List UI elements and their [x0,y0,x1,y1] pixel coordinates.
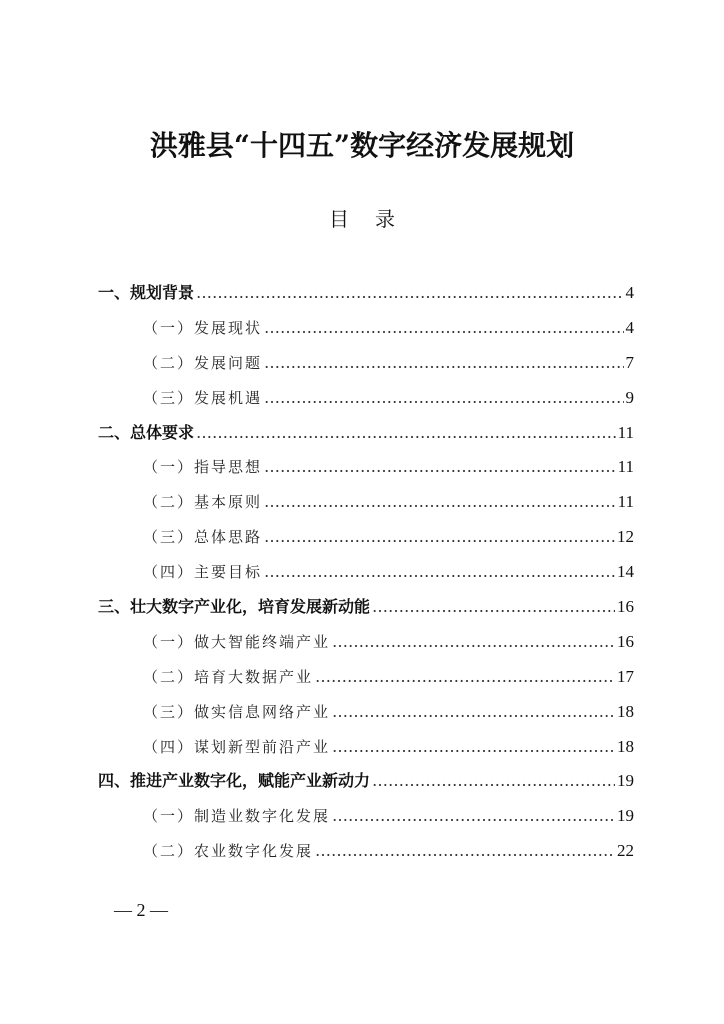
toc-dot-leader [264,520,615,555]
toc-entry-label: （一）指导思想 [143,458,263,477]
toc-dot-leader [332,695,615,730]
toc-dot-leader [264,381,623,416]
page-number: — 2 — [114,900,168,920]
toc-dot-leader [264,485,616,520]
toc-dot-leader [332,799,615,834]
toc-dot-leader [196,416,616,451]
toc-subsection-entry[interactable] [98,625,634,660]
toc-subsection-entry[interactable] [98,555,634,590]
toc-entry-page: 14 [617,562,634,582]
toc-heading-left: 目 [329,207,349,231]
toc-subsection-entry[interactable] [98,730,634,765]
toc-entry-page: 18 [617,736,634,756]
toc-subsection-entry[interactable] [98,799,634,834]
toc-entry-page: 11 [617,492,634,512]
toc-entry-label: （三）做实信息网络产业 [143,702,331,721]
toc-heading [0,205,724,233]
document-title: 洪雅县“十四五”数字经济发展规划 [149,129,575,162]
toc-entry-page: 22 [617,841,634,861]
toc-subsection-entry[interactable] [98,346,634,381]
toc-subsection-entry[interactable] [98,834,634,869]
toc-section-entry[interactable] [98,590,634,625]
toc-section-entry[interactable] [98,416,634,451]
toc-subsection-entry[interactable] [98,381,634,416]
toc-section-entry[interactable] [98,276,634,311]
toc-entry-label: （一）做大智能终端产业 [143,632,331,651]
toc-dot-leader [372,590,615,625]
toc-dot-leader [264,555,615,590]
toc-dot-leader [332,730,615,765]
toc-entry-page: 18 [617,701,634,721]
toc-dot-leader [264,450,616,485]
toc-entry-page: 19 [617,806,634,826]
toc-entry-label: （二）农业数字化发展 [143,842,314,861]
toc-entry-page: 4 [625,283,634,302]
toc-entry-page: 4 [625,317,634,337]
toc-entry-label: （二）基本原则 [143,493,263,512]
toc-entry-label: （一）制造业数字化发展 [143,807,331,826]
toc-heading-right: 录 [375,207,395,231]
toc-entry-label: 三、壮大数字产业化，培育发展新动能 [98,597,371,617]
toc-subsection-entry[interactable] [98,660,634,695]
toc-entry-label: （三）发展机遇 [143,388,263,407]
table-of-contents [98,276,634,869]
toc-entry-label: 一、规划背景 [98,283,195,302]
toc-dot-leader [372,764,615,799]
toc-subsection-entry[interactable] [98,485,634,520]
toc-dot-leader [315,660,615,695]
toc-dot-leader [264,311,623,346]
toc-entry-label: 四、推进产业数字化，赋能产业新动力 [98,771,371,791]
toc-subsection-entry[interactable] [98,311,634,346]
toc-dot-leader [264,346,623,381]
toc-entry-page: 12 [617,527,634,547]
toc-entry-page: 16 [617,597,634,617]
toc-subsection-entry[interactable] [98,450,634,485]
toc-subsection-entry[interactable] [98,695,634,730]
toc-entry-page: 9 [625,387,634,407]
toc-subsection-entry[interactable] [98,520,634,555]
toc-entry-label: （二）发展问题 [143,353,263,372]
toc-entry-page: 16 [617,631,634,651]
toc-entry-label: （四）谋划新型前沿产业 [143,737,331,756]
toc-entry-label: 二、总体要求 [98,422,195,442]
toc-dot-leader [196,276,623,311]
toc-entry-label: （四）主要目标 [143,563,263,582]
toc-entry-label: （一）发展现状 [143,318,263,337]
toc-entry-label: （三）总体思路 [143,528,263,547]
toc-dot-leader [315,834,615,869]
toc-section-entry[interactable] [98,764,634,799]
toc-entry-page: 11 [617,457,634,477]
toc-entry-label: （二）培育大数据产业 [143,667,314,686]
toc-entry-page: 7 [625,352,634,372]
toc-dot-leader [332,625,615,660]
toc-entry-page: 17 [617,666,634,686]
toc-entry-page: 11 [617,422,634,442]
toc-entry-page: 19 [617,771,634,791]
